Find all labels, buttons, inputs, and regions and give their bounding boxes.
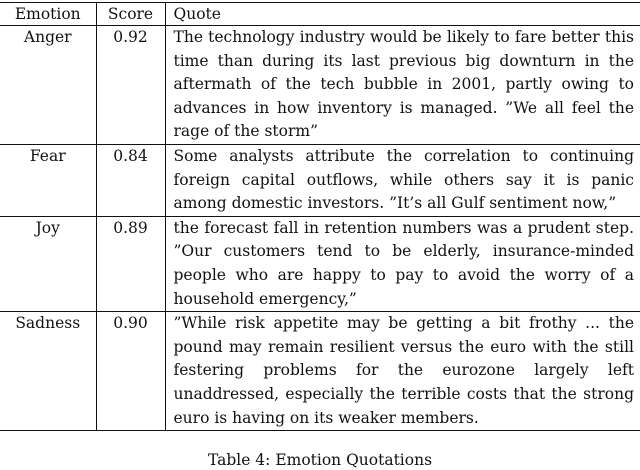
emotion-cell: Anger — [0, 26, 96, 145]
emotion-cell: Fear — [0, 144, 96, 216]
quote-cell: The technology industry would be likely to fare better this time than during its last previous big downturn in the aftermath of the tech bubble in 2001, partly owing to advances in how inventory is managed. ”We all feel the rage of the storm” — [165, 26, 640, 145]
quote-cell: ”While risk appetite may be getting a bit frothy ... the pound may remain resilient versus the euro with the still festering problems for the eurozone largely left unaddressed, especially the terrible costs that the strong euro is having on its weaker members. — [165, 312, 640, 431]
table-row-fear — [0, 144, 640, 216]
score-cell: 0.84 — [96, 144, 165, 216]
header-score: Score — [96, 3, 165, 26]
table-row-anger — [0, 26, 640, 145]
quote-cell: the forecast fall in retention numbers was a prudent step. ”Our customers tend to be elderly, insurance-minded people who are happy to pay to avoid the worry of a household emergency,” — [165, 216, 640, 311]
quote-cell: Some analysts attribute the correlation to continuing foreign capital outflows, while others say it is panic among domestic investors. ”It’s all Gulf sentiment now,” — [165, 144, 640, 216]
emotion-cell: Sadness — [0, 312, 96, 431]
emotion-quotes-table-container — [0, 2, 640, 431]
score-cell: 0.90 — [96, 312, 165, 431]
table-row-sadness — [0, 312, 640, 431]
table-header-row — [0, 3, 640, 26]
table-caption: Table 4: Emotion Quotations — [207, 451, 433, 469]
emotion-quotes-table — [0, 2, 640, 431]
header-emotion: Emotion — [0, 3, 96, 26]
table-row-joy — [0, 216, 640, 311]
header-quote: Quote — [165, 3, 640, 26]
score-cell: 0.89 — [96, 216, 165, 311]
score-cell: 0.92 — [96, 26, 165, 145]
emotion-cell: Joy — [0, 216, 96, 311]
